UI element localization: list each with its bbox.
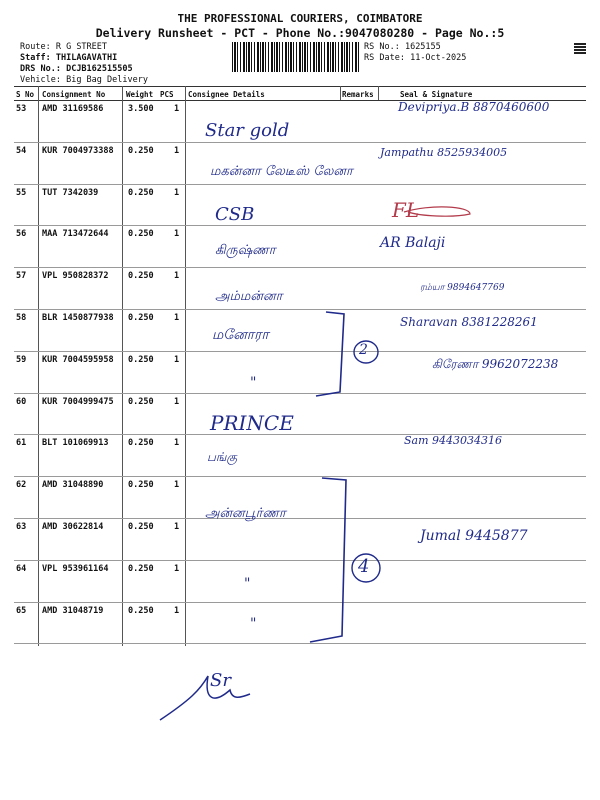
row-weight: 0.250: [128, 271, 154, 282]
row-consignee-handwriting: Star gold: [205, 120, 290, 141]
row-signature: Sharavan 8381228261: [400, 315, 538, 329]
row-sno: 58: [16, 313, 27, 323]
row-pcs: 1: [174, 563, 180, 574]
staff-value: THILAGAVATHI: [55, 53, 118, 63]
row-consignment-no: KUR 7004999475: [42, 396, 114, 407]
row-consignee-handwriting: அன்னபூர்ணா: [205, 506, 286, 521]
circle-note-2-text: 4: [358, 556, 370, 577]
route-label: Route:: [20, 42, 51, 52]
col-remarks: Remarks: [342, 90, 374, 99]
row-pcs: 1: [174, 271, 180, 282]
row-consignment-no: TUT 7342039: [42, 187, 99, 198]
row-weight: 0.250: [128, 522, 154, 532]
row-pcs: 1: [174, 313, 180, 323]
row-consignment-no: KUR 7004973388: [42, 145, 114, 156]
vehicle-label: Vehicle:: [20, 75, 61, 85]
rs-no-label: RS No.:: [364, 42, 400, 52]
row-consignee-handwriting: PRINCE: [210, 410, 294, 435]
row-signature: ரம்யா 9894647769: [420, 283, 505, 294]
row-consignment-no: VPL 950828372: [42, 271, 109, 282]
col-weight: Weight: [126, 90, 154, 99]
row-consignee-handwriting: மகன்னா லேடீஸ் லேனா: [210, 163, 353, 179]
circle-note-1-text: 2: [359, 342, 368, 358]
row-pcs: 1: [174, 605, 180, 616]
bracket-2: [310, 478, 346, 642]
row-consignment-no: AMD 30622814: [42, 522, 104, 532]
row-consignment-no: KUR 7004595958: [42, 354, 114, 365]
drs-label: DRS No.:: [20, 64, 61, 74]
row-sno: 60: [16, 396, 27, 407]
row-sno: 53: [16, 104, 27, 114]
row-consignee-handwriting: ": [250, 374, 257, 391]
red-sign-underline: [404, 207, 470, 216]
row-pcs: 1: [174, 229, 180, 240]
row-signature: Jumal 9445877: [420, 528, 528, 544]
row-sno: 57: [16, 271, 27, 282]
row-sno: 63: [16, 522, 27, 532]
row-sno: 62: [16, 480, 27, 491]
row-consignment-no: AMD 31048890: [42, 480, 104, 491]
row-consignment-no: AMD 31048719: [42, 605, 104, 616]
row-weight: 0.250: [128, 480, 154, 491]
row-weight: 0.250: [128, 187, 154, 198]
row-weight: 0.250: [128, 396, 154, 407]
row-signature: Sam 9443034316: [404, 434, 503, 448]
row-pcs: 1: [174, 522, 180, 532]
row-signature: AR Balaji: [380, 235, 446, 252]
vehicle-value: Big Bag Delivery: [66, 75, 148, 85]
row-signature: FL: [392, 197, 420, 222]
sheet-signature-stroke: [160, 676, 250, 720]
row-signature: கிரேணா 9962072238: [432, 356, 559, 371]
row-pcs: 1: [174, 145, 180, 156]
row-weight: 0.250: [128, 563, 154, 574]
row-pcs: 1: [174, 187, 180, 198]
row-sno: 61: [16, 438, 27, 449]
row-pcs: 1: [174, 354, 180, 365]
row-weight: 3.500: [128, 104, 154, 114]
row-consignee-handwriting: CSB: [215, 203, 255, 225]
row-pcs: 1: [174, 104, 180, 114]
col-sno: S No: [16, 90, 35, 99]
row-weight: 0.250: [128, 229, 154, 240]
row-consignment-no: BLT 101069913: [42, 438, 109, 449]
row-weight: 0.250: [128, 605, 154, 616]
col-consignment: Consignment No: [42, 90, 106, 99]
row-weight: 0.250: [128, 354, 154, 365]
row-weight: 0.250: [128, 145, 154, 156]
col-consignee: Consignee Details: [188, 90, 265, 99]
row-consignee-handwriting: ": [250, 615, 257, 632]
drs-value: DCJB162515505: [66, 64, 133, 74]
company-title: THE PROFESSIONAL COURIERS, COIMBATORE: [177, 12, 423, 25]
row-consignment-no: BLR 1450877938: [42, 313, 114, 323]
rs-date-value: 11-Oct-2025: [410, 53, 467, 63]
rs-date-label: RS Date:: [364, 53, 405, 63]
row-consignee-handwriting: அம்மன்னா: [215, 289, 283, 305]
row-weight: 0.250: [128, 438, 154, 449]
row-sno: 65: [16, 605, 27, 616]
row-weight: 0.250: [128, 313, 154, 323]
row-consignee-handwriting: கிருஷ்ணா: [215, 243, 276, 259]
staff-label: Staff:: [20, 53, 51, 63]
row-pcs: 1: [174, 438, 180, 449]
bracket-1: [316, 312, 344, 396]
runsheet-subtitle: Delivery Runsheet - PCT - Phone No.:9047080280 - Page No.:5: [95, 26, 505, 40]
row-sno: 54: [16, 145, 27, 156]
row-signature: Devipriya.B 8870460600: [398, 100, 550, 114]
row-sno: 59: [16, 354, 27, 365]
row-sno: 56: [16, 229, 27, 240]
row-sno: 64: [16, 563, 27, 574]
col-pcs: PCS: [160, 90, 174, 99]
row-consignment-no: AMD 31169586: [42, 104, 104, 114]
row-consignment-no: MAA 713472644: [42, 229, 109, 240]
rs-no-value: 1625155: [404, 42, 441, 52]
col-seal: Seal & Signature: [400, 90, 473, 99]
row-consignee-handwriting: ": [244, 575, 251, 592]
row-pcs: 1: [174, 480, 180, 491]
row-consignee-handwriting: பங்கு: [207, 450, 238, 465]
row-pcs: 1: [174, 396, 180, 407]
sheet-signature: Sr: [210, 670, 231, 691]
row-consignee-handwriting: மனோரா: [212, 327, 269, 343]
row-sno: 55: [16, 187, 27, 198]
row-signature: Jampathu 8525934005: [380, 145, 508, 159]
row-consignment-no: VPL 953961164: [42, 563, 109, 574]
route-value: R G STREET: [55, 42, 108, 52]
